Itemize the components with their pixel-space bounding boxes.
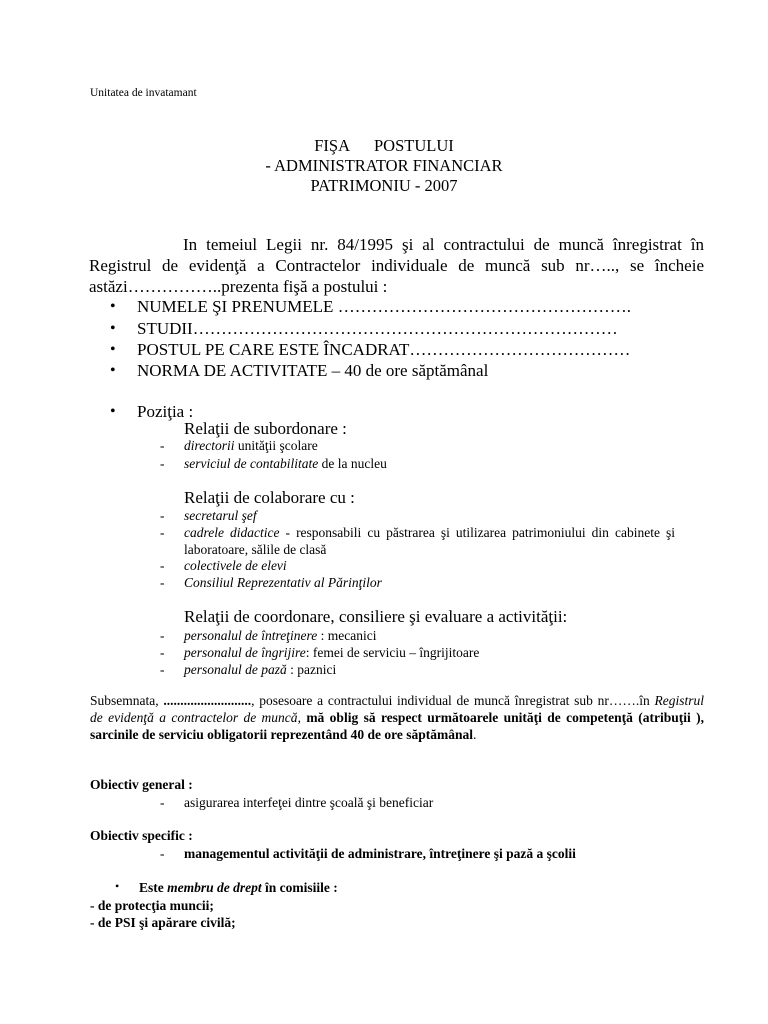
obiectiv-general-label: Obiectiv general :: [90, 777, 193, 792]
intro-paragraph: In temeiul Legii nr. 84/1995 şi al contractului de muncă înregistrat în Registrul de evidenţă a Contractelor individuale de muncă sub nr….., se încheie astăzi……………..prezenta fişă a postului :: [89, 235, 704, 296]
comisii-item: - de PSI şi apărare civilă;: [90, 915, 236, 930]
unit-label: Unitatea de invatamant: [90, 87, 197, 99]
obiectiv-specific-label: Obiectiv specific :: [90, 828, 193, 843]
coordonare-heading: Relaţii de coordonare, consiliere şi evaluare a activităţii:: [184, 607, 568, 626]
subsemnata-paragraph: Subsemnata, .........................., posesoare a contractului individual de muncă înregistrat sub nr…….în Registrul de evidenţă a contractelor de muncă, mă oblig să respect următoarele unităţi de competenţă (atribuţii ), sarcinile de serviciu obligatorii reprezentând 40 de ore săptămânal.: [90, 693, 704, 742]
title-line-1: FIŞA POSTULUI: [314, 136, 454, 155]
bullet-icon: •: [115, 879, 120, 893]
title-line-2: - ADMINISTRATOR FINANCIAR: [265, 156, 503, 175]
colaborare-heading: Relaţii de colaborare cu :: [184, 488, 355, 507]
title-line-3: PATRIMONIU - 2007: [310, 176, 458, 195]
comisii-item: - de protecţia muncii;: [90, 898, 214, 913]
subordonare-heading: Relaţii de subordonare :: [184, 419, 347, 438]
